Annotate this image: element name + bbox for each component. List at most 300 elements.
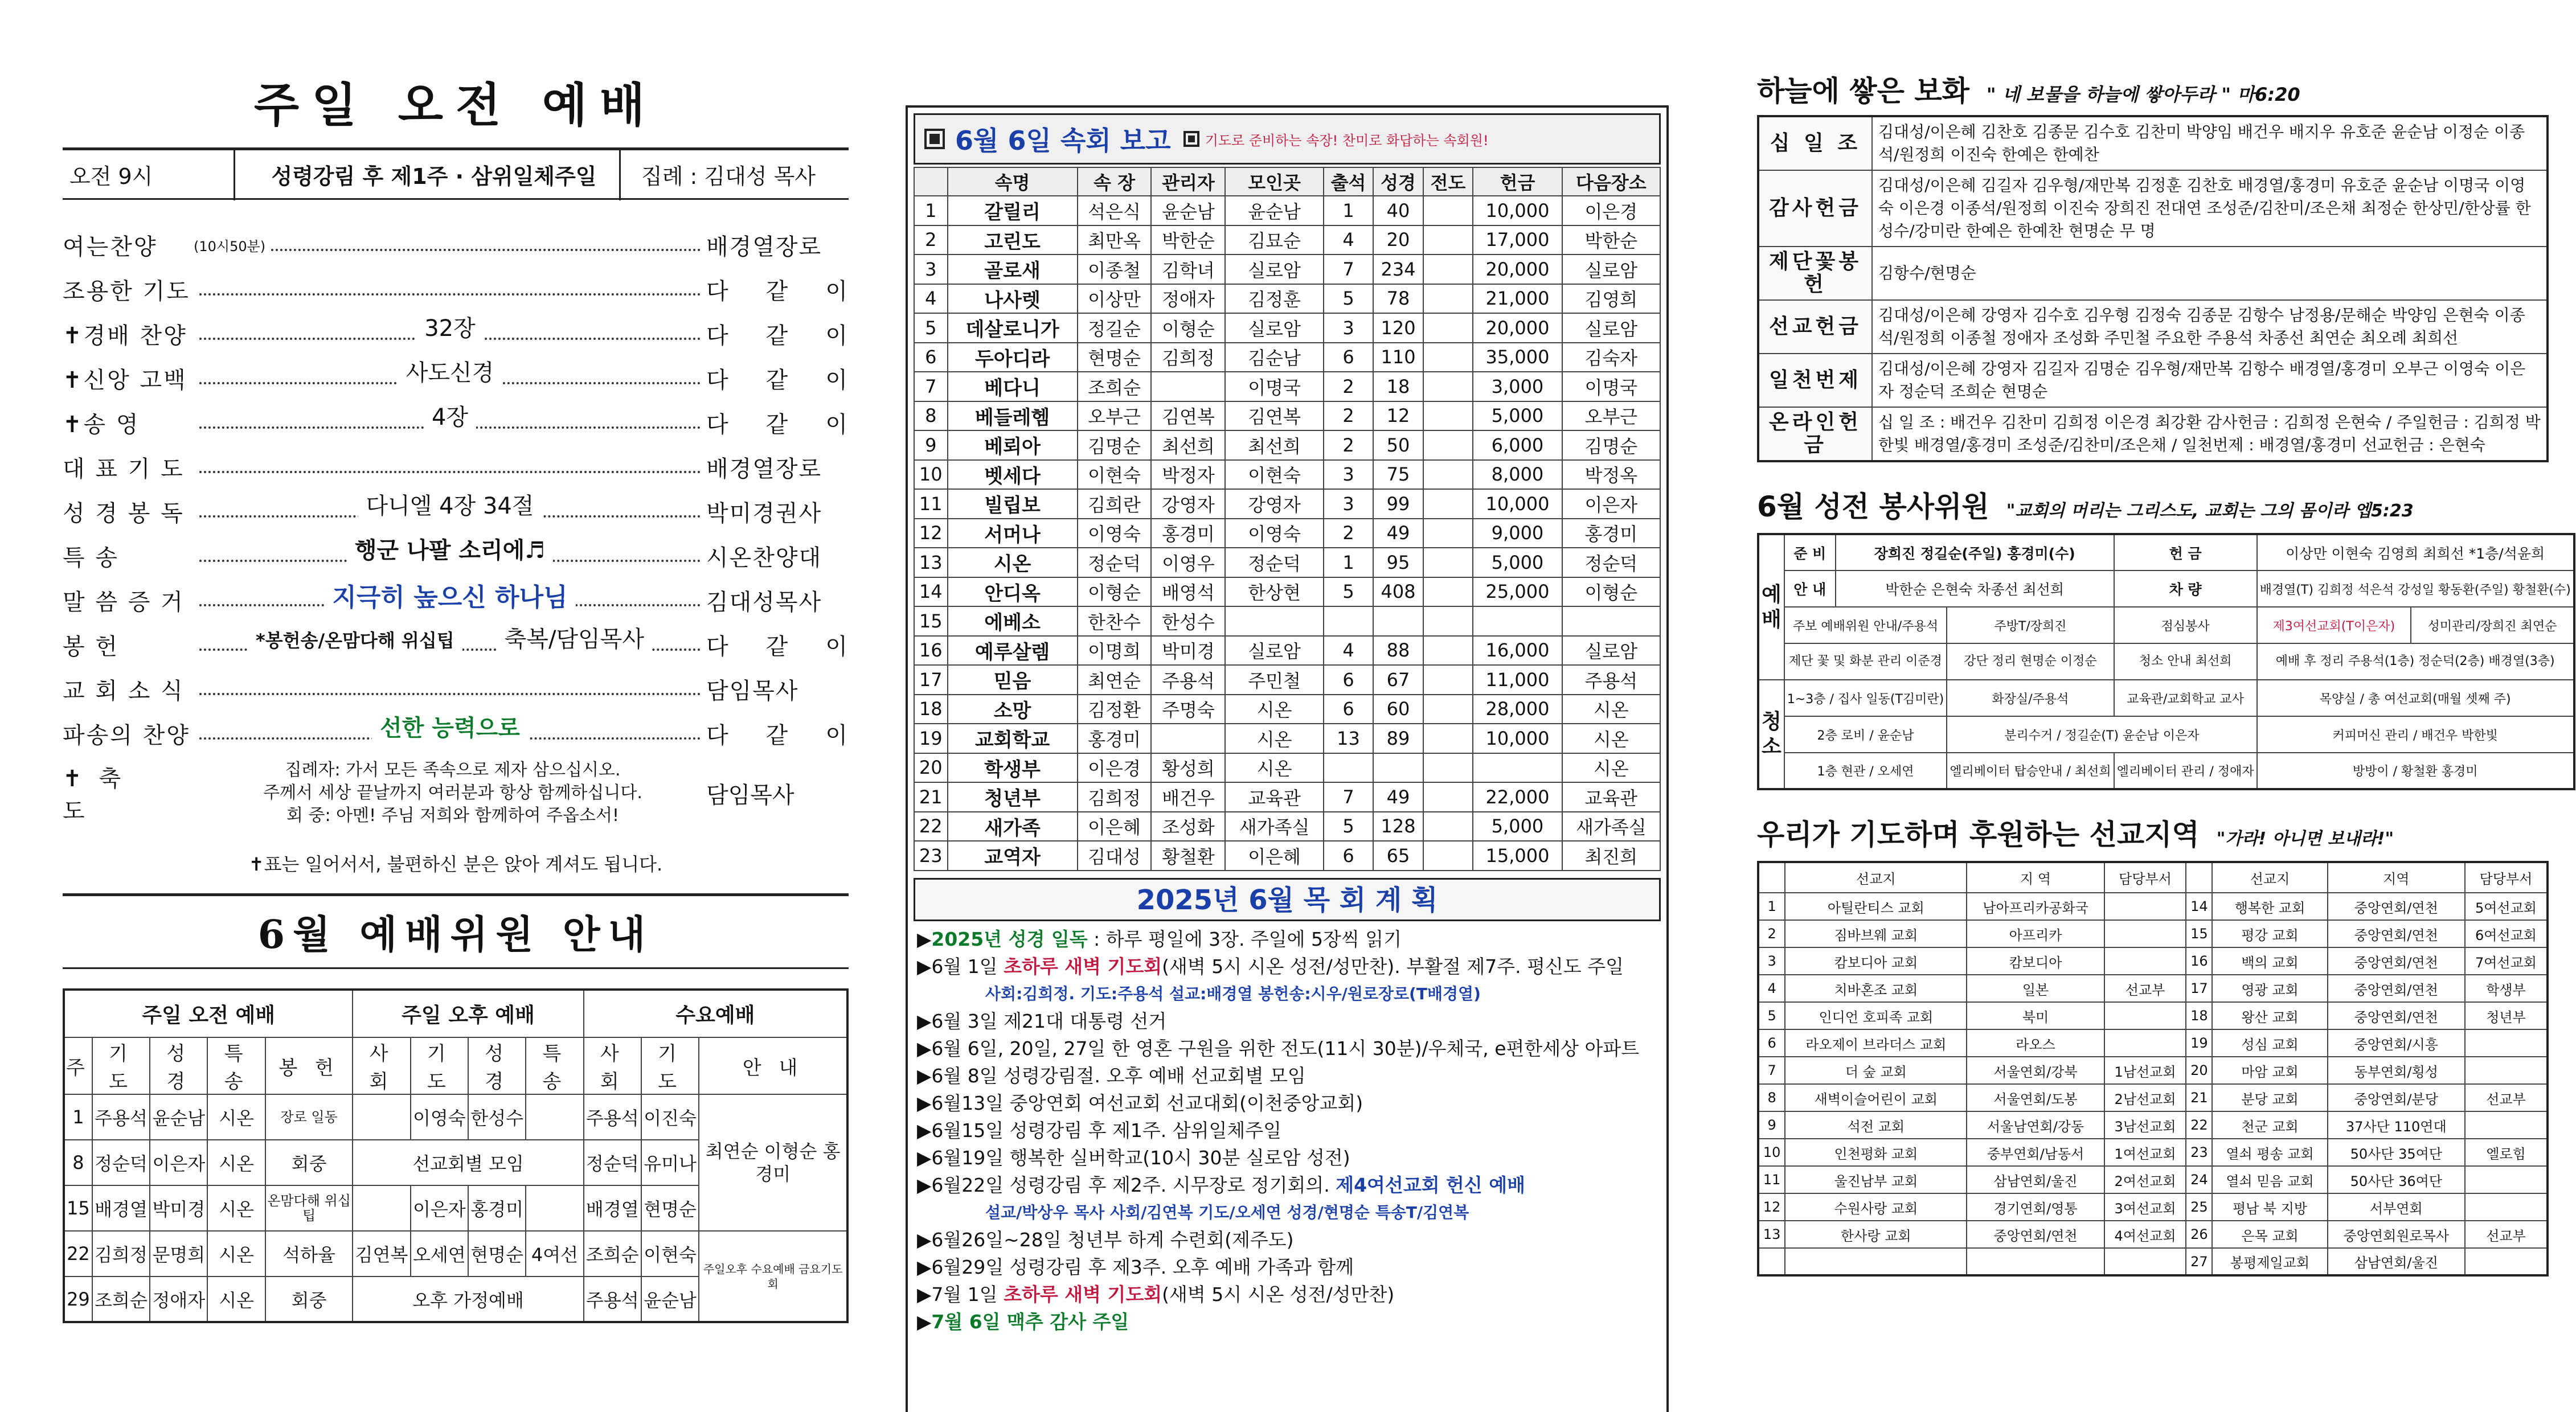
plan-text: : 하루 평일에 3장. 주일에 5장씩 읽기 <box>1087 927 1402 950</box>
report-cell: 홍경미 <box>1151 519 1225 548</box>
serve-cell: 준 비 <box>1784 534 1836 570</box>
offering-row <box>1758 354 2548 407</box>
report-row <box>914 753 1660 783</box>
mission-cell: 캄보디아 <box>1967 947 2104 975</box>
roles-cell: 조희순 <box>584 1231 641 1276</box>
mission-cell: 1남선교회 <box>2104 1057 2186 1084</box>
offering-type: 온라인헌금 <box>1758 407 1872 461</box>
report-cell <box>1423 372 1473 401</box>
mission-cell: 캄보디아 교회 <box>1785 947 1967 975</box>
leader-dots <box>199 683 701 695</box>
report-cell: 시온 <box>1225 695 1323 724</box>
plan-item <box>917 1035 1661 1062</box>
roles-cell: 15 <box>64 1185 92 1231</box>
serve-cell: 주방T/장희진 <box>1947 607 2114 643</box>
mission-cell: 1여선교회 <box>2104 1139 2186 1166</box>
mission-cell: 6 <box>1758 1029 1785 1057</box>
mission-cell: 남아프리카공화국 <box>1967 893 2104 920</box>
report-cell: 실로암 <box>1562 313 1660 343</box>
report-cell <box>1423 430 1473 460</box>
mission-header: 담당부서 <box>2465 862 2548 893</box>
report-cell: 교역자 <box>948 841 1078 871</box>
report-cell: 2 <box>1324 401 1374 431</box>
report-cell: 한상현 <box>1225 577 1323 607</box>
roles-cell: 이영숙 <box>411 1094 468 1140</box>
roles-cell: 시온 <box>207 1276 265 1322</box>
order-item-text: 32장 <box>416 315 484 342</box>
roles-cell: 한성수 <box>468 1094 526 1140</box>
report-cell: 홍경미 <box>1562 519 1660 548</box>
report-cell: 정길순 <box>1078 313 1152 343</box>
report-cell: 시온 <box>1225 724 1323 753</box>
report-cell: 서머나 <box>948 519 1078 548</box>
plan-title: 2025년 6월 목 회 계 획 <box>914 878 1661 921</box>
report-cell: 강영자 <box>1225 489 1323 519</box>
report-cell: 한찬수 <box>1078 606 1152 636</box>
leader-dots <box>199 537 701 564</box>
report-cell: 1 <box>914 196 948 225</box>
report-cell: 김정환 <box>1078 695 1152 724</box>
report-cell <box>1151 724 1225 753</box>
leader-dots <box>271 239 701 251</box>
report-header: 출석 <box>1324 167 1374 196</box>
report-cell: 현명순 <box>1078 343 1152 372</box>
order-item-text: 4장 <box>424 404 476 430</box>
report-cell: 1 <box>1324 196 1374 225</box>
benediction-line: 주께서 세상 끝날까지 여러분과 항상 함께하십니다. <box>263 783 642 803</box>
order-leader: 다 같 이 <box>706 411 849 438</box>
serve-cell: 차 량 <box>2114 570 2257 607</box>
mission-title: 우리가 기도하며 후원하는 선교지역 <box>1757 818 2200 851</box>
report-cell: 김순남 <box>1225 343 1323 372</box>
report-cell <box>1324 606 1374 636</box>
roles-subhead: 특 송 <box>526 1037 583 1094</box>
roles-cell: 조희순 <box>92 1276 150 1322</box>
report-cell: 3 <box>1324 313 1374 343</box>
report-cell: 49 <box>1373 519 1423 548</box>
mission-cell: 4 <box>1758 975 1785 1002</box>
roles-cell <box>526 1094 583 1140</box>
usher-note: 주일오후 수요예배 금요기도회 <box>699 1231 847 1322</box>
roles-cell: 오세연 <box>411 1231 468 1276</box>
report-cell <box>1423 401 1473 431</box>
mission-cell: 행복한 교회 <box>2212 893 2327 920</box>
report-cell <box>1423 812 1473 842</box>
report-row <box>914 606 1660 636</box>
report-cell: 김숙자 <box>1562 343 1660 372</box>
mission-cell: 아프리카 <box>1967 920 2104 947</box>
mission-cell: 인천평화 교회 <box>1785 1139 1967 1166</box>
order-row <box>63 223 849 267</box>
serve-cell: 방방이 / 황철환 홍경미 <box>2257 753 2574 789</box>
report-cell: 박한순 <box>1562 225 1660 255</box>
mission-cell: 중앙연회/연천 <box>2328 893 2465 920</box>
report-cell: 408 <box>1373 577 1423 607</box>
roles-cell: 배경열 <box>92 1185 150 1231</box>
serve-cell: 예배 후 정리 주용석(1층) 정순덕(2층) 배경열(3층) <box>2257 643 2574 680</box>
report-cell: 10,000 <box>1473 196 1562 225</box>
mission-cell: 중앙연회/분당 <box>2328 1084 2465 1111</box>
report-cell: 13 <box>914 548 948 577</box>
report-cell: 13 <box>1324 724 1374 753</box>
report-cell: 학생부 <box>948 753 1078 783</box>
report-cell: 오부근 <box>1562 401 1660 431</box>
report-cell: 18 <box>1373 372 1423 401</box>
report-cell: 새가족 <box>948 812 1078 842</box>
mission-cell: 1 <box>1758 893 1785 920</box>
report-cell: 7 <box>914 372 948 401</box>
plan-item <box>917 1008 1661 1035</box>
roles-title: 6월 예배위원 안내 <box>63 893 849 969</box>
report-cell: 갈릴리 <box>948 196 1078 225</box>
plan-prefix: ▶6월 1일 <box>917 955 1004 978</box>
offering-type: 감사헌금 <box>1758 170 1872 247</box>
mission-cell: 24 <box>2186 1166 2212 1193</box>
report-cell: 새가족실 <box>1225 812 1323 842</box>
mission-cell <box>2465 1248 2548 1275</box>
leader-dots <box>199 493 701 519</box>
roles-cell: 정순덕 <box>92 1140 150 1185</box>
report-cell: 78 <box>1373 284 1423 314</box>
mission-cell: 열쇠 평송 교회 <box>2212 1139 2327 1166</box>
mission-cell: 서울연회/강북 <box>1967 1057 2104 1084</box>
order-leader: 다 같 이 <box>706 278 849 305</box>
order-leader: 담임목사 <box>706 678 799 704</box>
roles-cell: 유미나 <box>641 1140 699 1185</box>
mission-cell: 2여선교회 <box>2104 1166 2186 1193</box>
report-row <box>914 636 1660 666</box>
report-cell: 6,000 <box>1473 430 1562 460</box>
roles-cell: 22 <box>64 1231 92 1276</box>
serve-cell: 장희진 정길순(주일) 홍경미(수) <box>1836 534 2114 570</box>
roles-cell: 온맘다해 위십팁 <box>265 1185 353 1231</box>
benediction-leader: 담임목사 <box>706 782 794 808</box>
mission-cell: 새벽이슬어린이 교회 <box>1785 1084 1967 1111</box>
order-item-extra: 축복/담임목사 <box>497 626 652 652</box>
mission-header: 지역 <box>2328 862 2465 893</box>
report-cell: 석은식 <box>1078 196 1152 225</box>
mission-row <box>1758 1084 2548 1111</box>
report-cell <box>1225 606 1323 636</box>
plan-prefix: ▶6월19일 행복한 실버학교(10시 30분 실로암 성전) <box>917 1146 1350 1169</box>
report-header: 헌금 <box>1473 167 1562 196</box>
plan-text: (새벽 5시 시온 성전/성만찬) <box>1162 1283 1395 1306</box>
leader-dots <box>199 715 701 741</box>
report-cell: 128 <box>1373 812 1423 842</box>
mission-row <box>1758 893 2548 920</box>
mission-cell: 평남 북 지방 <box>2212 1193 2327 1221</box>
report-cell: 김연복 <box>1225 401 1323 431</box>
order-row <box>63 445 849 489</box>
order-label: 봉 헌 <box>63 633 119 660</box>
report-cell: 한성수 <box>1151 606 1225 636</box>
roles-cell: 윤순남 <box>641 1276 699 1322</box>
offering-row <box>1758 170 2548 247</box>
plan-prefix: ▶6월15일 성령강림 후 제1주. 삼위일체주일 <box>917 1119 1281 1142</box>
report-cell: 박미경 <box>1151 636 1225 666</box>
mission-quote: "가라! 아니면 보내라!" <box>2216 829 2394 849</box>
report-cell: 20 <box>914 753 948 783</box>
order-label: 특 송 <box>63 544 119 571</box>
report-cell <box>1423 519 1473 548</box>
plan-highlight: 제4여선교회 헌신 예배 <box>1336 1173 1526 1196</box>
report-title-bar <box>914 113 1661 165</box>
mission-header <box>2186 862 2212 893</box>
offerings-title: 하늘에 쌓은 보화 <box>1757 75 1969 108</box>
order-leader: 박미경권사 <box>706 500 822 527</box>
serve-cell: 1층 현관 / 오세연 <box>1784 753 1947 789</box>
mission-header: 담당부서 <box>2104 862 2186 893</box>
plan-prefix: ▶6월13일 중앙연회 여선교회 선교대회(이천중앙교회) <box>917 1091 1363 1114</box>
plan-prefix: ▶ <box>917 1310 932 1333</box>
report-cell <box>1423 577 1473 607</box>
report-cell: 5,000 <box>1473 548 1562 577</box>
serve-cell: 2층 로비 / 윤순남 <box>1784 716 1947 753</box>
report-cell: 김희정 <box>1078 782 1152 812</box>
report-cell: 9,000 <box>1473 519 1562 548</box>
serve-cell: 분리수거 / 정길순(T) 윤순남 이은자 <box>1947 716 2256 753</box>
mission-cell: 5여선교회 <box>2465 893 2548 920</box>
report-row <box>914 812 1660 842</box>
plan-item <box>917 1281 1661 1308</box>
report-cell: 시온 <box>1562 724 1660 753</box>
report-cell: 이현숙 <box>1225 460 1323 490</box>
report-cell: 이영숙 <box>1225 519 1323 548</box>
group-worship: 예배 <box>1758 534 1784 680</box>
benediction-line: 집례자: 가서 모든 족속으로 제자 삼으십시오. <box>285 760 621 780</box>
mission-cell <box>2104 920 2186 947</box>
order-leader: 배경열장로 <box>706 233 822 260</box>
report-cell: 김묘순 <box>1225 225 1323 255</box>
report-cell: 5,000 <box>1473 812 1562 842</box>
report-cell: 65 <box>1373 841 1423 871</box>
order-row <box>63 267 849 311</box>
report-cell: 윤순남 <box>1225 196 1323 225</box>
leader-dots <box>199 404 701 430</box>
mission-cell <box>2465 1057 2548 1084</box>
report-cell: 베다니 <box>948 372 1078 401</box>
roles-subhead: 특 송 <box>207 1037 265 1094</box>
order-item-text: 지극히 높으신 하나님 <box>324 583 575 612</box>
report-cell: 박한순 <box>1151 225 1225 255</box>
report-row <box>914 196 1660 225</box>
report-cell: 12 <box>1373 401 1423 431</box>
report-cell: 2 <box>1324 372 1374 401</box>
leader-dots <box>199 315 701 342</box>
service-occasion: 성령강림 후 제1주 · 삼위일체주일 <box>271 163 597 189</box>
report-cell <box>1423 724 1473 753</box>
mission-cell: 열쇠 믿음 교회 <box>2212 1166 2327 1193</box>
roles-cell: 시온 <box>207 1231 265 1276</box>
report-cell: 95 <box>1373 548 1423 577</box>
report-cell <box>1423 196 1473 225</box>
plan-prefix: ▶ <box>917 927 932 950</box>
report-cell: 6 <box>1324 665 1374 695</box>
roles-cell <box>526 1185 583 1231</box>
leader-dots <box>199 461 701 473</box>
report-cell <box>1423 782 1473 812</box>
order-label: 조용한 기도 <box>63 278 190 305</box>
plan-item <box>917 1172 1661 1199</box>
report-cell: 19 <box>914 724 948 753</box>
report-cell <box>1423 753 1473 783</box>
offering-column <box>1757 0 2571 1412</box>
report-motto: 기도로 준비하는 속장! 찬미로 화답하는 속회원! <box>1205 132 1489 149</box>
mission-row <box>1758 1248 2548 1275</box>
worship-order-column <box>63 0 849 1412</box>
report-row <box>914 841 1660 871</box>
report-cell <box>1423 284 1473 314</box>
mission-cell: 19 <box>2186 1029 2212 1057</box>
report-cell <box>1373 753 1423 783</box>
order-item <box>199 399 701 432</box>
report-cell: 실로암 <box>1562 636 1660 666</box>
mission-cell: 선교부 <box>2465 1084 2548 1111</box>
report-title: 6월 6일 속회 보고 <box>955 125 1171 156</box>
report-cell: 15,000 <box>1473 841 1562 871</box>
roles-subhead: 안 내 <box>699 1037 847 1094</box>
report-cell: 11 <box>914 489 948 519</box>
offering-names: 김대성/이은혜 강영자 김수호 김우형 김정숙 김종문 김항수 남정용/문해순 박양임 은현숙 이종석/원정희 이종철 정애자 조성화 주민철 주요한 주용석 차종선 최연순 최오례 최희선 <box>1872 300 2548 354</box>
report-cell: 안디옥 <box>948 577 1078 607</box>
mission-cell: 인디언 호피족 교회 <box>1785 1002 1967 1029</box>
mission-cell: 북미 <box>1967 1002 2104 1029</box>
roles-row <box>64 1094 847 1140</box>
mission-cell: 성심 교회 <box>2212 1029 2327 1057</box>
report-cell <box>1423 636 1473 666</box>
worship-roles-table <box>63 988 849 1323</box>
report-cell <box>1423 665 1473 695</box>
mission-cell <box>2104 947 2186 975</box>
roles-cell: 박미경 <box>150 1185 207 1231</box>
plan-prefix: ▶6월22일 성령강림 후 제2주. 시무장로 정기회의. <box>917 1173 1336 1196</box>
mission-cell <box>1785 1248 1967 1275</box>
plan-item <box>917 1117 1661 1144</box>
report-cell: 9 <box>914 430 948 460</box>
order-row <box>63 667 849 711</box>
cell-group-report-table <box>914 167 1661 871</box>
order-leader: 다 같 이 <box>706 722 849 749</box>
serve-cell: 이상만 이현숙 김영희 최희선 *1층/석윤희 <box>2257 534 2574 570</box>
report-cell: 1 <box>1324 548 1374 577</box>
mission-cell: 중앙연회/연천 <box>2328 1002 2465 1029</box>
serve-cell: 점심봉사 <box>2114 607 2257 643</box>
report-cell: 50 <box>1373 430 1423 460</box>
plan-item <box>917 926 1661 953</box>
plan-item <box>917 953 1661 980</box>
roles-cell: 윤순남 <box>150 1094 207 1140</box>
mission-cell: 9 <box>1758 1111 1785 1139</box>
report-cell: 믿음 <box>948 665 1078 695</box>
report-cell: 22,000 <box>1473 782 1562 812</box>
square-bullet-icon <box>924 129 945 149</box>
mission-cell: 27 <box>2186 1248 2212 1275</box>
report-cell: 4 <box>1324 636 1374 666</box>
mission-cell: 은목 교회 <box>2212 1221 2327 1248</box>
serve-cell: 엘리베이터 탑승안내 / 최선희 <box>1947 753 2114 789</box>
report-header: 속명 <box>948 167 1078 196</box>
roles-cell: 이현숙 <box>641 1231 699 1276</box>
report-cell: 예루살렘 <box>948 636 1078 666</box>
roles-cell: 시온 <box>207 1185 265 1231</box>
roles-cell: 8 <box>64 1140 92 1185</box>
mission-cell <box>1967 1248 2104 1275</box>
order-label: 파송의 찬양 <box>63 722 190 749</box>
report-cell: 이종철 <box>1078 255 1152 284</box>
roles-cell: 김연복 <box>353 1231 410 1276</box>
offering-names: 김항수/현명순 <box>1872 247 2548 300</box>
report-cell: 베뢰아 <box>948 430 1078 460</box>
square-bullet-icon <box>1183 131 1199 147</box>
report-cell: 최선희 <box>1151 430 1225 460</box>
report-header: 다음장소 <box>1562 167 1660 196</box>
report-cell: 김명순 <box>1562 430 1660 460</box>
order-row <box>63 356 849 400</box>
mission-header: 선교지 <box>1785 862 1967 893</box>
roles-subhead: 기 도 <box>641 1037 699 1094</box>
serve-cell: 목양실 / 총 여선교회(매월 셋째 주) <box>2257 680 2574 716</box>
mission-cell: 중앙연회원로목사 <box>2328 1221 2465 1248</box>
report-cell: 7 <box>1324 782 1374 812</box>
report-cell: 40 <box>1373 196 1423 225</box>
offering-row <box>1758 247 2548 300</box>
mission-cell <box>2465 1111 2548 1139</box>
report-cell: 최연순 <box>1078 665 1152 695</box>
mission-row <box>1758 1139 2548 1166</box>
mission-cell <box>2465 1029 2548 1057</box>
mission-cell: 선교부 <box>2465 1221 2548 1248</box>
order-item <box>199 621 701 654</box>
report-cell: 120 <box>1373 313 1423 343</box>
roles-head-afternoon: 주일 오후 예배 <box>353 990 583 1037</box>
report-cell: 김영희 <box>1562 284 1660 314</box>
offerings-table <box>1757 115 2549 462</box>
report-cell: 조성화 <box>1151 812 1225 842</box>
mission-cell: 3 <box>1758 947 1785 975</box>
mission-cell: 15 <box>2186 920 2212 947</box>
mission-row <box>1758 1166 2548 1193</box>
roles-head-morning: 주일 오전 예배 <box>64 990 353 1037</box>
roles-cell: 정순덕 <box>584 1140 641 1185</box>
mission-cell: 평강 교회 <box>2212 920 2327 947</box>
report-cell: 2 <box>914 225 948 255</box>
mission-cell: 2남선교회 <box>2104 1084 2186 1111</box>
report-cell: 오부근 <box>1078 401 1152 431</box>
report-cell: 234 <box>1373 255 1423 284</box>
mission-cell: 서울남연회/강동 <box>1967 1111 2104 1139</box>
mission-row <box>1758 1221 2548 1248</box>
mission-cell: 수원사랑 교회 <box>1785 1193 1967 1221</box>
report-cell: 17 <box>914 665 948 695</box>
mission-cell <box>2104 893 2186 920</box>
report-row <box>914 460 1660 490</box>
serve-cell: 엘리베이터 관리 / 정애자 <box>2114 753 2257 789</box>
mission-cell: 청년부 <box>2465 1002 2548 1029</box>
mission-cell <box>2104 1029 2186 1057</box>
report-cell: 이영숙 <box>1078 519 1152 548</box>
report-cell: 에베소 <box>948 606 1078 636</box>
report-cell: 시온 <box>1562 753 1660 783</box>
roles-cell <box>353 1185 410 1231</box>
plan-detail: 사회:김희정. 기도:주용석 설교:배경열 봉헌송:시우/원로장로(T배경열) <box>985 984 1481 1003</box>
report-cell: 이명희 <box>1078 636 1152 666</box>
mission-cell: 중부연회/남동서 <box>1967 1139 2104 1166</box>
report-row <box>914 401 1660 431</box>
report-cell: 6 <box>1324 841 1374 871</box>
order-leader: 배경열장로 <box>706 455 822 482</box>
report-cell: 실로암 <box>1225 313 1323 343</box>
plan-item <box>917 1144 1661 1172</box>
